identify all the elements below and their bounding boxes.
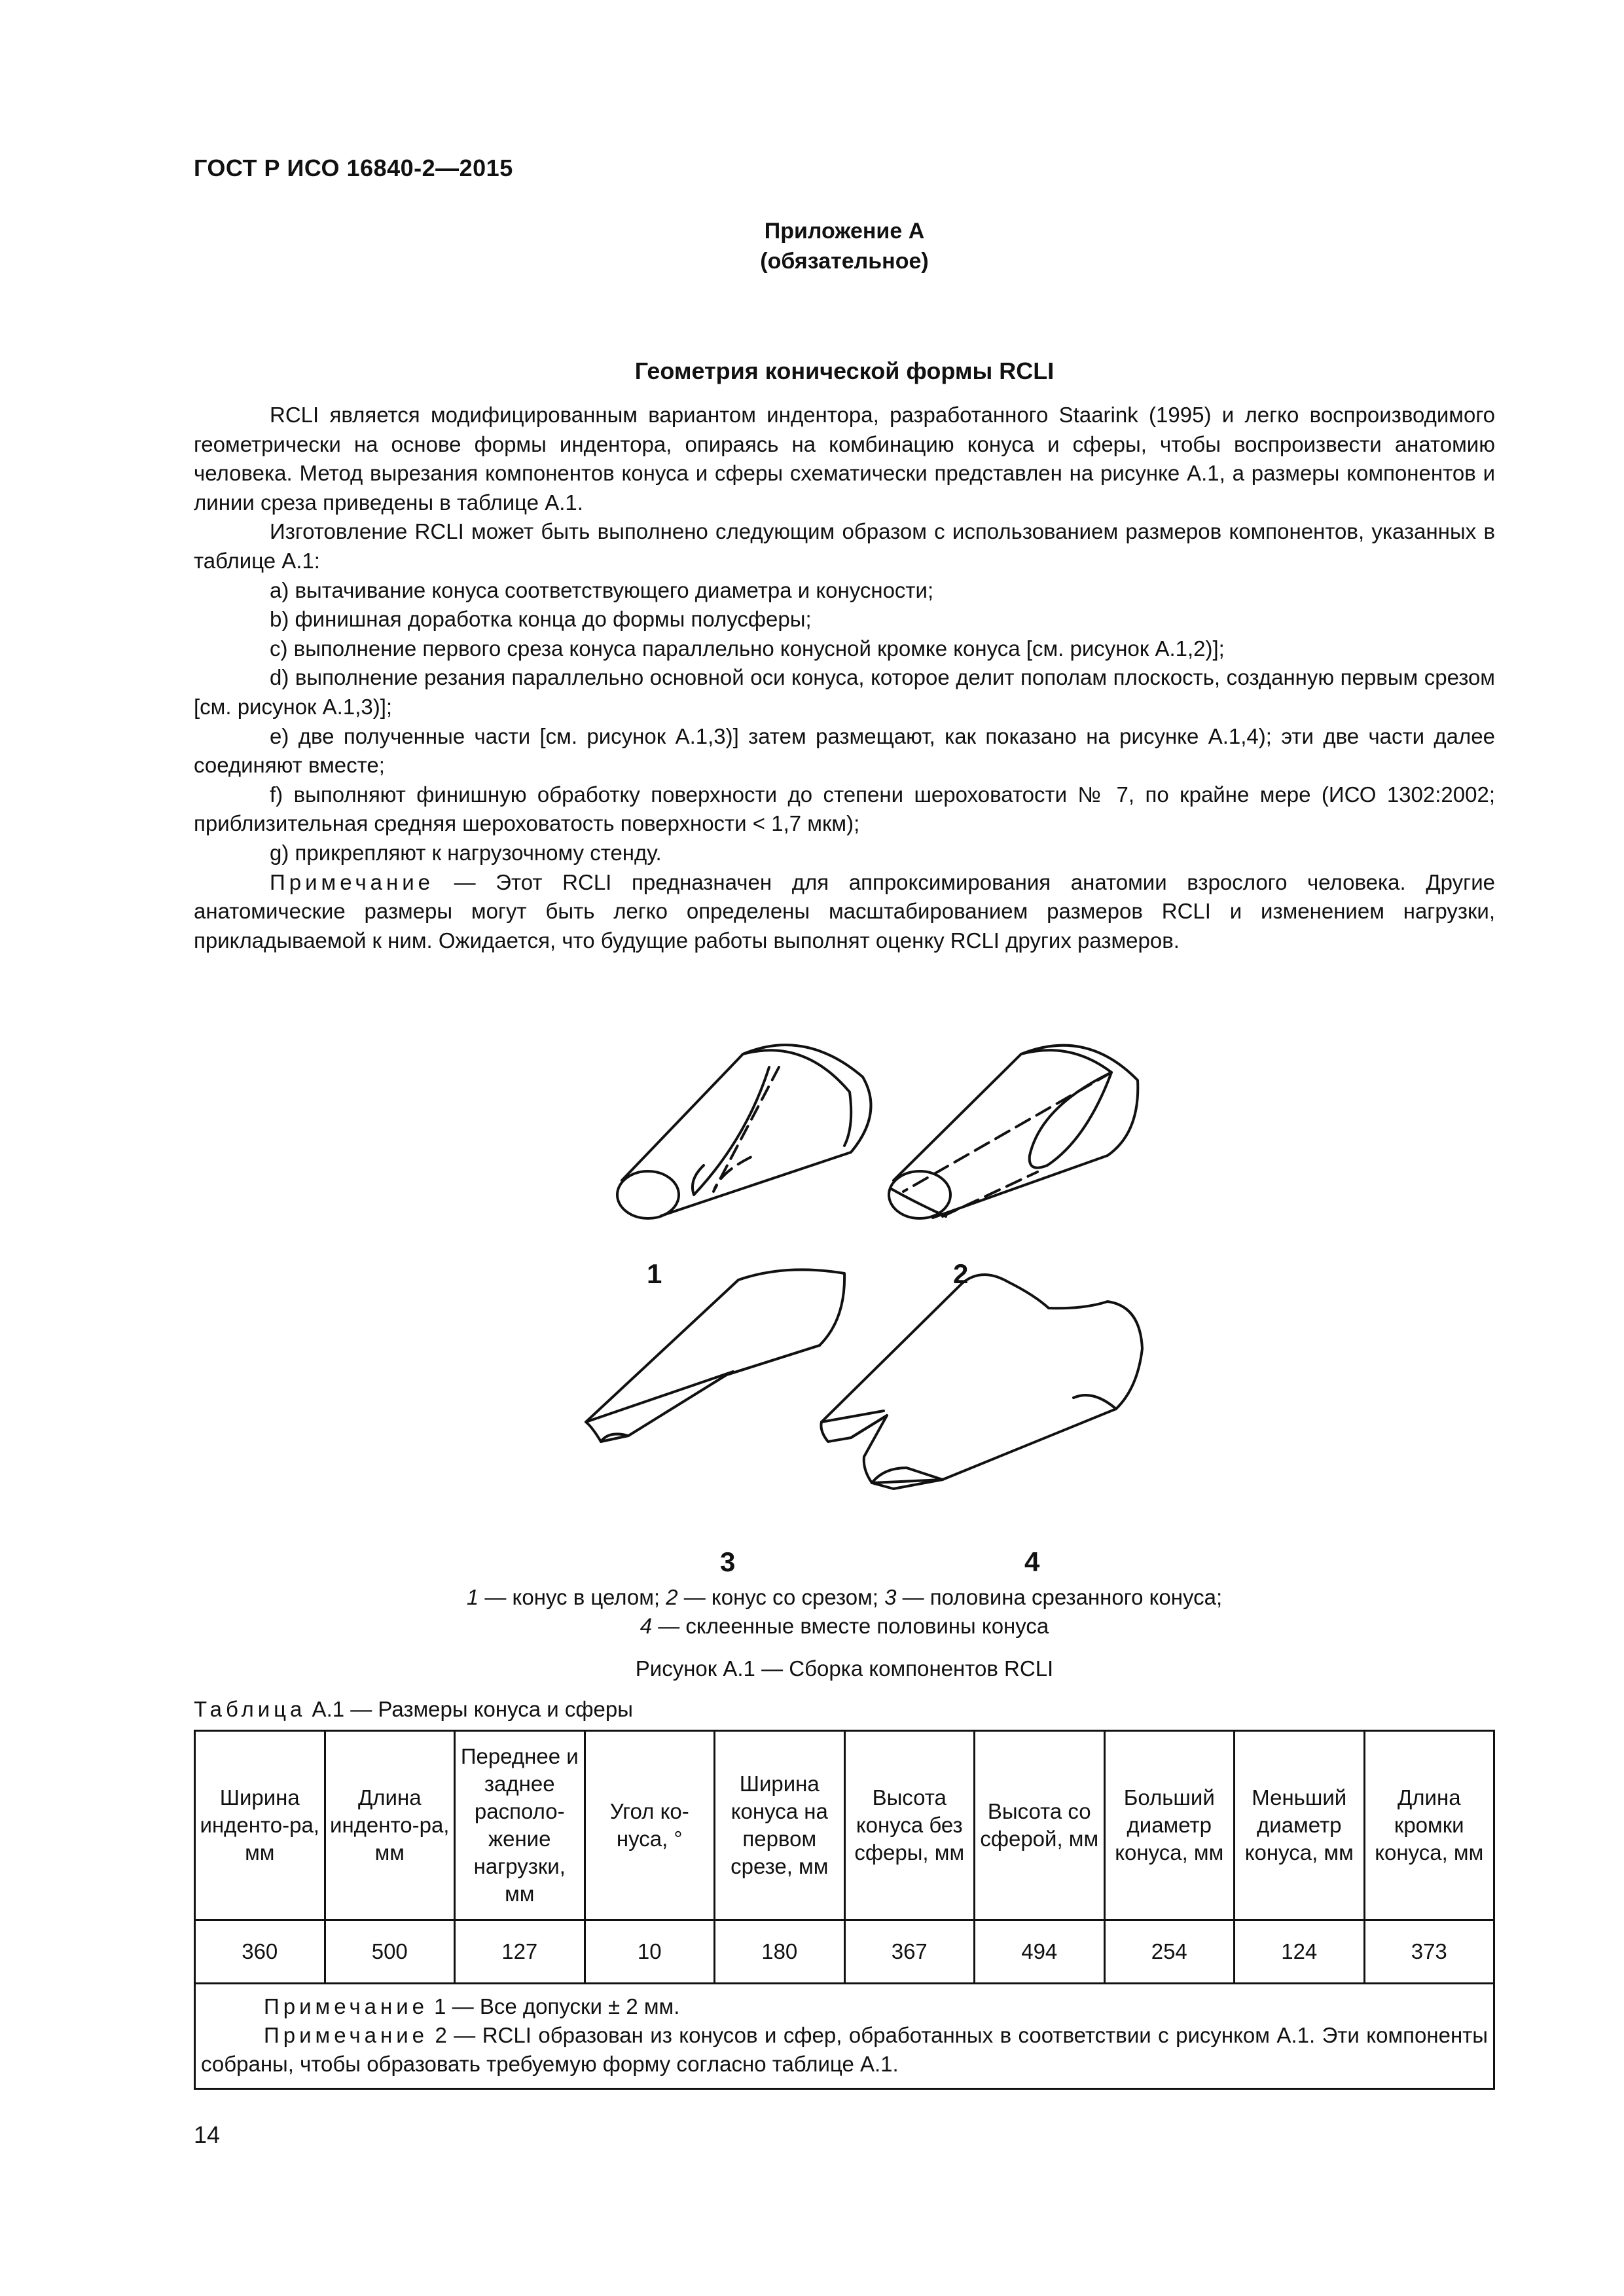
table-header-row bbox=[195, 1731, 1494, 1920]
list-item: d) выполнение резания параллельно основной оси конуса, которое делит пополам плоскость, созданную первым срезом [см. рисунок А.1,3)]; bbox=[194, 665, 1495, 719]
figure-label-4: 4 bbox=[1024, 1546, 1040, 1577]
list-item: f) выполняют финишную обработку поверхности до степени шероховатости № 7, по крайне мере (ИСО 1302:2002; приблизительная средняя шероховатость поверхности < 1,7 мкм); bbox=[194, 782, 1495, 836]
legend-line-2 bbox=[194, 1612, 1495, 1641]
body-text bbox=[194, 401, 1495, 955]
table-cell: 367 bbox=[844, 1920, 975, 1984]
table-cell: 494 bbox=[975, 1920, 1105, 1984]
table-header-cell: Ширина инденто-ра, мм bbox=[195, 1731, 325, 1920]
table-note-text: 2 — RCLI образован из конусов и сфер, обработанных в соответствии с рисунком А.1. Эти компоненты собраны, чтобы образовать требуемую форму согласно таблице А.1. bbox=[201, 2023, 1488, 2076]
page-number: 14 bbox=[194, 2121, 221, 2148]
table-notes bbox=[195, 1984, 1494, 2089]
list-item: а) вытачивание конуса соответствующего диаметра и конусности; bbox=[270, 577, 934, 602]
table-cell: 360 bbox=[195, 1920, 325, 1984]
table-cell: 127 bbox=[455, 1920, 585, 1984]
appendix-heading bbox=[194, 216, 1495, 276]
table-header-cell: Угол ко-нуса, ° bbox=[585, 1731, 715, 1920]
legend-num: 1 bbox=[466, 1585, 479, 1609]
table-cell: 373 bbox=[1364, 1920, 1494, 1984]
table-note-2 bbox=[201, 2021, 1488, 2079]
table-header-cell: Длина кромки конуса, мм bbox=[1364, 1731, 1494, 1920]
note-paragraph bbox=[194, 868, 1495, 956]
figure-caption: Рисунок А.1 — Сборка компонентов RCLI bbox=[635, 1656, 1054, 1681]
legend-num: 2 bbox=[666, 1585, 678, 1609]
table-header-cell: Длина инденто-ра, мм bbox=[325, 1731, 455, 1920]
list-item: е) две полученные части [см. рисунок А.1,3)] затем размещают, как показано на рисунке А.1,4); эти две части далее соединяют вместе; bbox=[194, 723, 1495, 778]
legend-text: — половина срезанного конуса; bbox=[896, 1585, 1223, 1609]
legend-num: 4 bbox=[640, 1614, 653, 1638]
table-header-cell: Переднее и заднее располо-жение нагрузки, мм bbox=[455, 1731, 585, 1920]
table-note-label: Примечание bbox=[264, 2023, 429, 2047]
legend-text: — конус со срезом; bbox=[677, 1585, 885, 1609]
cone-cut-drawing bbox=[889, 1046, 1138, 1218]
table-caption-label: Таблица bbox=[194, 1697, 306, 1721]
table-caption bbox=[194, 1697, 633, 1722]
table-cell: 124 bbox=[1235, 1920, 1365, 1984]
list-item: с) выполнение первого среза конуса параллельно конусной кромке конуса [см. рисунок А.1,2)]; bbox=[270, 636, 1225, 661]
legend-text: — склеенные вместе половины конуса bbox=[652, 1614, 1049, 1638]
note-label: Примечание bbox=[270, 869, 435, 894]
table-notes-row bbox=[195, 1984, 1494, 2089]
list-item: g) прикрепляют к нагрузочному стенду. bbox=[270, 840, 662, 865]
legend-text: — конус в целом; bbox=[478, 1585, 666, 1609]
table-header-cell: Высота со сферой, мм bbox=[975, 1731, 1105, 1920]
table-caption-text: А.1 — Размеры конуса и сферы bbox=[306, 1697, 633, 1721]
half-cone-drawing bbox=[586, 1269, 844, 1442]
figure-label-3: 3 bbox=[720, 1546, 736, 1577]
document-header: ГОСТ Р ИСО 16840-2—2015 bbox=[194, 155, 513, 181]
appendix-status: (обязательное) bbox=[760, 249, 929, 274]
table-note-text: 1 — Все допуски ± 2 мм. bbox=[428, 1994, 680, 2018]
legend-line-1 bbox=[194, 1583, 1495, 1612]
table-header-cell: Меньший диаметр конуса, мм bbox=[1235, 1731, 1365, 1920]
figure-rcli-assembly bbox=[576, 975, 1152, 1584]
note-text: — Этот RCLI предназначен для аппроксимирования анатомии взрослого человека. Другие анатомические размеры могут быть легко определены масштабированием размеров RCLI и изменением нагрузки, прикладываемой к ним. Ожидается, что будущие работы выполнят оценку RCLI других размеров. bbox=[194, 869, 1495, 953]
paragraph-manufacturing: Изготовление RCLI может быть выполнено следующим образом с использованием размеров компонентов, указанных в таблице А.1: bbox=[194, 519, 1495, 573]
section-title: Геометрия конической формы RCLI bbox=[634, 357, 1055, 384]
table-header-cell: Высота конуса без сферы, мм bbox=[844, 1731, 975, 1920]
legend-num: 3 bbox=[884, 1585, 897, 1609]
table-note-1 bbox=[201, 1992, 1488, 2021]
table-cell: 500 bbox=[325, 1920, 455, 1984]
table-cell: 254 bbox=[1104, 1920, 1235, 1984]
table-row bbox=[195, 1920, 1494, 1984]
paragraph-intro: RCLI является модифицированным вариантом индентора, разработанного Staarink (1995) и легко воспроизводимого геометрически на основе формы индентора, опираясь на комбинацию конуса и сферы, чтобы воспроизвести анатомию человека. Метод вырезания компонентов конуса и сферы схематически представлен на рисунке А.1, а размеры компонентов и линии среза приведены в таблице А.1. bbox=[194, 403, 1495, 515]
list-item: b) финишная доработка конца до формы полусферы; bbox=[270, 607, 812, 632]
glued-halves-drawing bbox=[821, 1275, 1142, 1489]
table-header-cell: Ширина конуса на первом срезе, мм bbox=[715, 1731, 845, 1920]
table-note-label: Примечание bbox=[264, 1994, 429, 2018]
figure-label-1: 1 bbox=[647, 1258, 662, 1289]
table-cell: 180 bbox=[715, 1920, 845, 1984]
table-header-cell: Больший диаметр конуса, мм bbox=[1104, 1731, 1235, 1920]
cone-whole-drawing bbox=[617, 1045, 871, 1218]
table-cell: 10 bbox=[585, 1920, 715, 1984]
appendix-title: Приложение А bbox=[764, 219, 925, 244]
figure-legend bbox=[194, 1583, 1495, 1641]
dimensions-table bbox=[194, 1730, 1495, 2090]
figure-label-2: 2 bbox=[953, 1258, 969, 1289]
